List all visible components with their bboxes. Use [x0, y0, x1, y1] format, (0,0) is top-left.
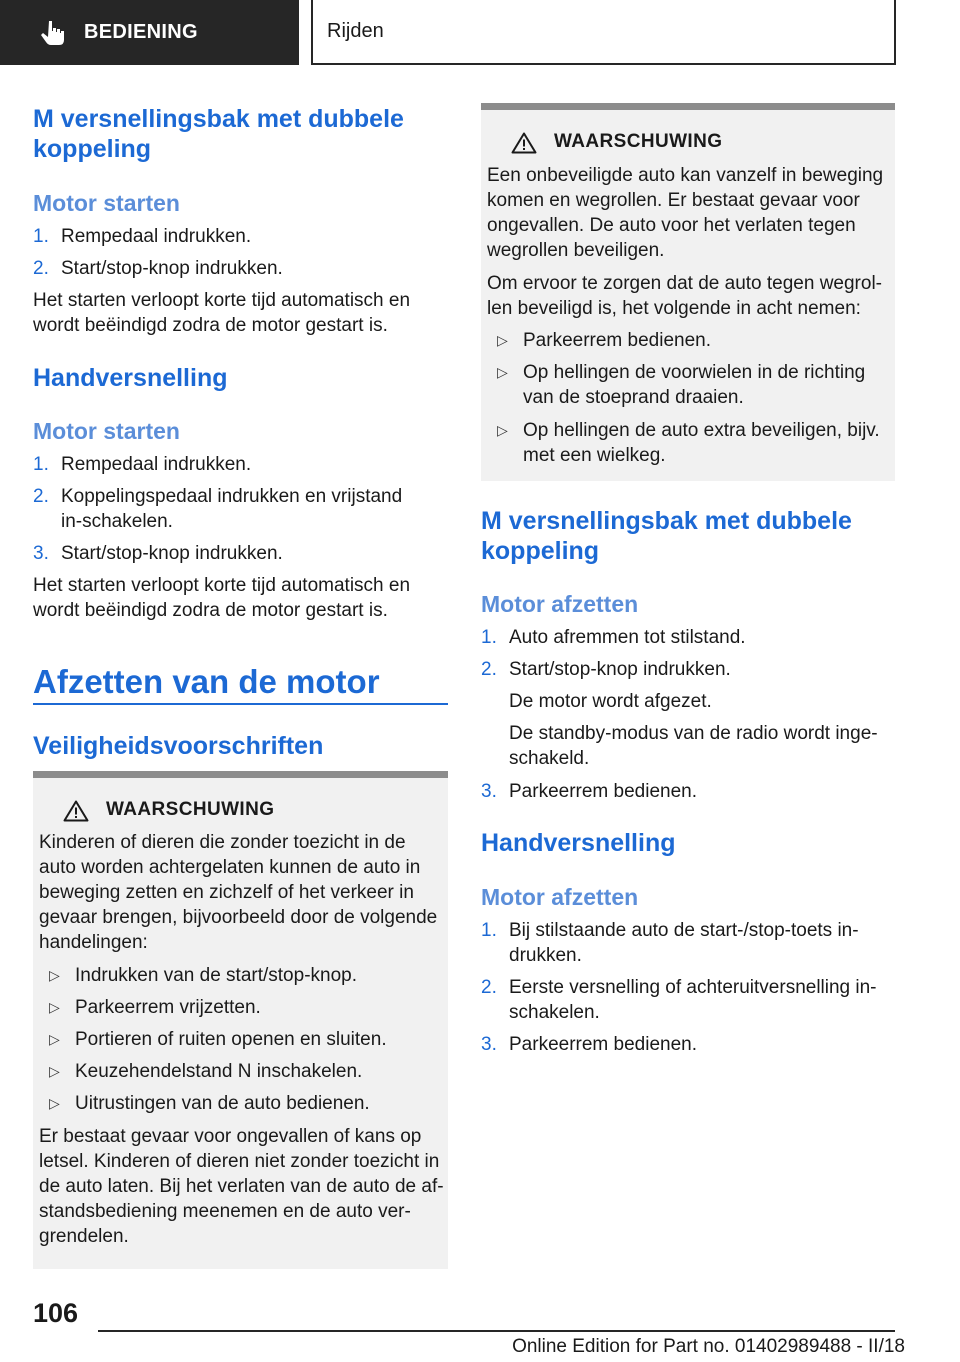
- footer-divider: [98, 1330, 895, 1332]
- safety-heading: Veiligheidsvoorschriften: [33, 732, 324, 760]
- page-number: 106: [33, 1298, 79, 1328]
- manual-heading: Handversnelling: [481, 829, 676, 857]
- warning-outro: Er bestaat gevaar voor ongevallen of kans op letsel. Kinderen of dieren niet zonder toezicht in de auto laten. Bij het verlaten van de auto de af-standsbediening meenemen en de auto ver-grendelen.: [39, 1126, 444, 1247]
- list-item: ▷ Indrukken van de start/stop-knop.: [49, 965, 357, 986]
- list-item: 2. Eerste versnelling of achteruitversnelling in-schakelen.: [481, 977, 877, 1023]
- warning-title: WAARSCHUWING: [554, 131, 723, 152]
- list-item: 3. Parkeerrem bedienen.: [481, 1034, 697, 1055]
- chapter-divider: [33, 703, 448, 705]
- bullet-icon: ▷: [49, 999, 60, 1015]
- manual-stop-heading: Motor afzetten: [481, 884, 639, 910]
- chapter-title: Rijden: [327, 20, 384, 42]
- warning-title: WAARSCHUWING: [106, 799, 275, 820]
- dct-heading: M versnellingsbak met dubbele koppeling: [33, 105, 404, 163]
- warning-intro: Een onbeveiligde auto kan vanzelf in beweging komen en wegrollen. Er bestaat gevaar voor ongevallen. De auto voor het verlaten tegen wegrollen beveiligen.: [487, 165, 884, 261]
- warning-triangle-icon: [511, 132, 537, 154]
- list-item: 1. Bij stilstaande auto de start-/stop-toets in-drukken.: [481, 920, 859, 966]
- dct-stop-heading: Motor afzetten: [481, 591, 639, 617]
- list-item: ▷ Op hellingen de voorwielen in de richting van de stoeprand draaien.: [497, 362, 866, 408]
- bullet-icon: ▷: [49, 1095, 60, 1111]
- warning-bar: [33, 771, 448, 778]
- list-item: ▷ Portieren of ruiten openen en sluiten.: [49, 1029, 387, 1050]
- list-item: 1. Auto afremmen tot stilstand.: [481, 627, 746, 648]
- chapter-header: [311, 0, 896, 65]
- bullet-icon: ▷: [49, 1031, 60, 1047]
- list-item: ▷ Parkeerrem vrijzetten.: [49, 997, 261, 1018]
- bullet-icon: ▷: [49, 967, 60, 983]
- warning-bar: [481, 103, 895, 110]
- manual-heading: Handversnelling: [33, 364, 228, 392]
- hand-pointer-icon: [38, 18, 68, 48]
- bullet-icon: ▷: [497, 422, 508, 438]
- list-item: 3. Start/stop-knop indrukken.: [33, 543, 283, 564]
- list-item: 1. Rempedaal indrukken.: [33, 454, 252, 475]
- step-detail: De standby-modus van de radio wordt inge-schakeld.: [509, 723, 878, 769]
- chapter-heading: Afzetten van de motor: [33, 663, 380, 700]
- manual-start-heading: Motor starten: [33, 418, 180, 444]
- warning-box: [481, 103, 895, 481]
- list-item: 2. Start/stop-knop indrukken.: [481, 659, 731, 680]
- warning-intro-2: Om ervoor te zorgen dat de auto tegen wegrol-len beveiligd is, het volgende in acht nemen:: [487, 273, 883, 319]
- section-tab-label: BEDIENING: [84, 21, 198, 43]
- list-item: ▷ Uitrustingen van de auto bedienen.: [49, 1093, 370, 1114]
- step-detail: De motor wordt afgezet.: [509, 691, 712, 712]
- section-tab: [0, 0, 299, 65]
- list-item: 1. Rempedaal indrukken.: [33, 226, 252, 247]
- dct-note: Het starten verloopt korte tijd automatisch en wordt beëindigd zodra de motor gestart is.: [33, 290, 411, 336]
- list-item: 2. Koppelingspedaal indrukken en vrijstand in-schakelen.: [33, 486, 403, 532]
- warning-triangle-icon: [63, 800, 89, 822]
- bullet-icon: ▷: [49, 1063, 60, 1079]
- list-item: 2. Start/stop-knop indrukken.: [33, 258, 283, 279]
- bullet-icon: ▷: [497, 332, 508, 348]
- warning-box: [33, 771, 448, 1269]
- list-item: 3. Parkeerrem bedienen.: [481, 781, 697, 802]
- list-item: ▷ Op hellingen de auto extra beveiligen, bijv. met een wielkeg.: [497, 420, 880, 466]
- bullet-icon: ▷: [497, 364, 508, 380]
- edition-link[interactable]: Online Edition for Part no. 01402989488 - II/18: [512, 1336, 905, 1357]
- manual-note: Het starten verloopt korte tijd automatisch en wordt beëindigd zodra de motor gestart is.: [33, 575, 411, 621]
- list-item: ▷ Keuzehendelstand N inschakelen.: [49, 1061, 363, 1082]
- warning-intro: Kinderen of dieren die zonder toezicht in de auto worden achtergelaten kunnen de auto in beweging zetten en zichzelf of het verkeer in gevaar brengen, bijvoorbeeld door de volgende handelingen:: [39, 832, 438, 953]
- dct-start-heading: Motor starten: [33, 190, 180, 216]
- list-item: ▷ Parkeerrem bedienen.: [497, 330, 711, 351]
- dct-heading: M versnellingsbak met dubbele koppeling: [481, 507, 852, 565]
